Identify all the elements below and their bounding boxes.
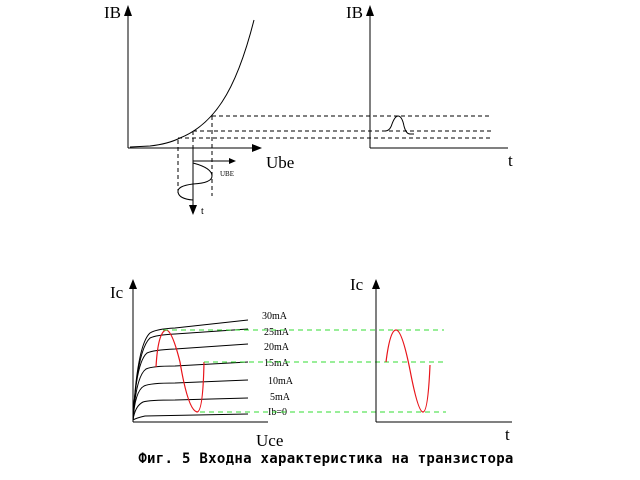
ube-axis-label: Ube: [266, 153, 295, 172]
input-voltage-signal: [178, 163, 212, 200]
input-characteristic-curve: [130, 20, 254, 147]
ib-t-axis-arrow: [366, 5, 374, 16]
signal-time-axis-arrow: [189, 205, 197, 215]
signal-voltage-axis-arrow: [229, 158, 236, 164]
output-curve-15ma: [133, 362, 248, 420]
ube-axis-arrow: [252, 144, 262, 152]
curve-label-15ma: 15mA: [264, 358, 289, 369]
ic-axis-label: Ic: [110, 283, 124, 302]
ic-t-time-label: t: [505, 425, 510, 444]
base-current-guides: [178, 116, 492, 138]
ib-axis-label: IB: [104, 3, 121, 22]
curve-label-5ma: 5mA: [270, 392, 290, 403]
projection-dashes: [178, 116, 212, 200]
output-curve-labels: [262, 311, 294, 418]
t-axis-label: t: [508, 151, 513, 170]
ib-t-axis-label: IB: [346, 3, 363, 22]
collector-current-time-panel: [350, 275, 512, 444]
curve-label-30ma: 30mA: [262, 311, 287, 322]
ube-signal-label: UBE: [220, 170, 234, 178]
ic-axis-arrow: [129, 279, 137, 289]
figure-caption: Фиг. 5 Входна характеристика на транзистора: [138, 451, 514, 467]
base-current-time-panel: [346, 3, 513, 170]
curve-label-25ma: 25mA: [264, 327, 289, 338]
signal-time-label: t: [201, 206, 204, 217]
input-characteristic-panel: [104, 3, 294, 217]
ic-t-axis-label: Ic: [350, 275, 364, 294]
output-curve-25ma: [133, 329, 248, 420]
curve-label-20ma: 20mA: [264, 342, 289, 353]
output-curve-0ma: [133, 414, 248, 420]
ic-t-axis-arrow: [372, 279, 380, 289]
output-curve-5ma: [133, 398, 248, 420]
ib-axis-arrow: [124, 5, 132, 16]
curve-label-10ma: 10mA: [268, 376, 293, 387]
collector-current-signal: [386, 330, 430, 412]
uce-axis-label: Uce: [256, 431, 284, 450]
output-characteristic-panel: [110, 279, 294, 450]
curve-label-0ma: Ib=0: [268, 407, 287, 418]
